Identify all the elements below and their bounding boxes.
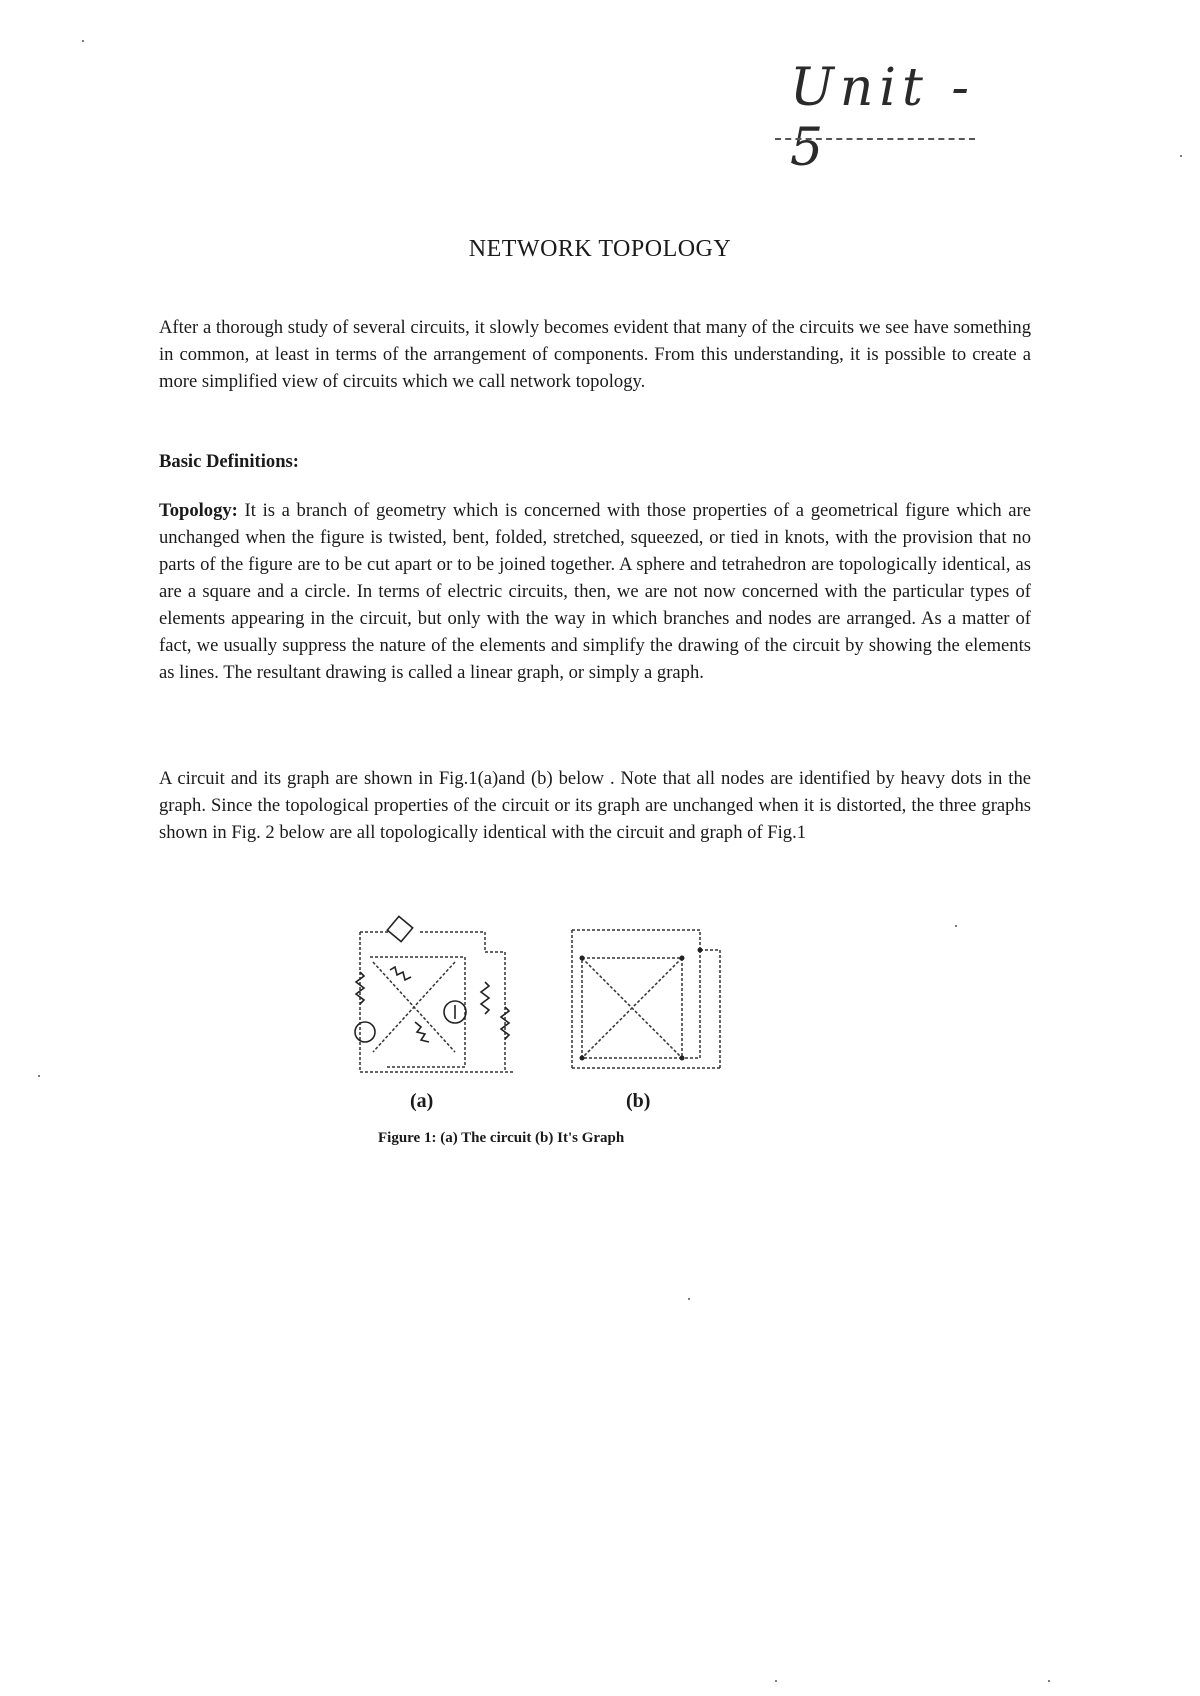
intro-paragraph: After a thorough study of several circuits, it slowly becomes evident that many of the circuits we see have something in common, at least in terms of the arrangement of components. From this understanding, it is possible to create a more simplified view of circuits which we call network topology. — [159, 317, 1031, 392]
figure-label-b: (b) — [626, 1090, 651, 1112]
scan-speck — [1048, 1680, 1050, 1682]
circuit-paragraph: A circuit and its graph are shown in Fig.1(a)and (b) below . Note that all nodes are identified by heavy dots in the graph. Since the topological properties of the circuit or its graph are unchanged when it is distorted, the three graphs shown in Fig. 2 below are all topologically identical with the circuit and graph of Fig.1 — [159, 768, 1031, 843]
scan-speck — [688, 1298, 690, 1300]
handwritten-unit-note: Unit - 5 — [790, 58, 975, 178]
scan-speck — [38, 1075, 40, 1077]
topology-paragraph — [159, 497, 1031, 686]
topology-definition: It is a branch of geometry which is concerned with those properties of a geometrical figure which are unchanged when the figure is twisted, bent, folded, stretched, squeezed, or tied in knots, with the provision that no parts of the figure are to be cut apart or to be joined together. A sphere and tetrahedron are topologically identical, as are a square and a circle. In terms of electric circuits, then, we are not now concerned with the particular types of elements appearing in the circuit, but only with the way in which branches and nodes are arranged. As a matter of fact, we usually suppress the nature of the elements and simplify the drawing of the circuit by showing the elements as lines. The resultant drawing is called a linear graph, or simply a graph. — [159, 500, 1031, 683]
graph-diagram — [560, 918, 730, 1088]
scan-speck — [955, 925, 957, 927]
basic-definitions-heading: Basic Definitions: — [159, 451, 299, 472]
scan-speck — [775, 1680, 777, 1682]
circuit-diagram — [345, 912, 515, 1087]
topology-term: Topology: — [159, 500, 238, 521]
handwritten-underline — [775, 138, 975, 140]
figure-caption: Figure 1: (a) The circuit (b) It's Graph — [378, 1130, 625, 1146]
scan-speck — [82, 40, 84, 42]
scan-speck — [1180, 155, 1182, 157]
page-title: NETWORK TOPOLOGY — [468, 236, 732, 262]
figure-label-a: (a) — [410, 1090, 434, 1112]
